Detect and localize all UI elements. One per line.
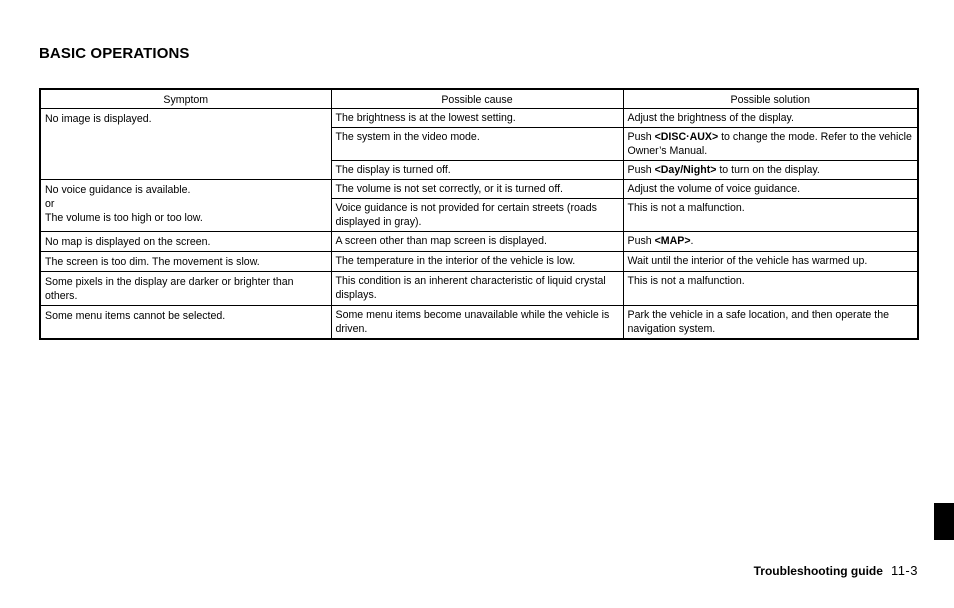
key-label: <DISC·AUX>	[654, 131, 719, 143]
cause-cell: Voice guidance is not provided for certain streets (roads displayed in gray).	[331, 199, 623, 232]
cause-cell: The temperature in the interior of the vehicle is low.	[331, 252, 623, 272]
page-heading: BASIC OPERATIONS	[39, 45, 190, 62]
symptom-cell: No voice guidance is available. or The volume is too high or too low.	[40, 180, 331, 232]
symptom-cell: The screen is too dim. The movement is slow.	[40, 252, 331, 272]
table-row	[40, 109, 918, 128]
troubleshooting-table	[39, 88, 919, 340]
solution-cell: Adjust the brightness of the display.	[623, 109, 918, 128]
section-thumb-tab	[934, 503, 954, 540]
cause-cell: The volume is not set correctly, or it is turned off.	[331, 180, 623, 199]
table-row	[40, 180, 918, 199]
table-row	[40, 272, 918, 306]
solution-cell: Wait until the interior of the vehicle has warmed up.	[623, 252, 918, 272]
cause-cell: The display is turned off.	[331, 161, 623, 180]
symptom-cell: No map is displayed on the screen.	[40, 232, 331, 252]
cause-cell: The system in the video mode.	[331, 128, 623, 161]
cause-cell: This condition is an inherent characteristic of liquid crystal displays.	[331, 272, 623, 306]
symptom-cell: No image is displayed.	[40, 109, 331, 180]
key-label: <MAP>	[654, 235, 691, 247]
column-header-solution: Possible solution	[623, 89, 918, 109]
table-row	[40, 252, 918, 272]
column-header-symptom: Symptom	[40, 89, 331, 109]
page-footer	[754, 563, 918, 578]
symptom-cell: Some pixels in the display are darker or brighter than others.	[40, 272, 331, 306]
page-number: 11-3	[890, 563, 918, 578]
solution-cell: Push <Day/Night> to turn on the display.	[623, 161, 918, 180]
key-label: <Day/Night>	[654, 164, 717, 176]
cause-cell: Some menu items become unavailable while the vehicle is driven.	[331, 306, 623, 340]
solution-cell: Push <MAP>.	[623, 232, 918, 252]
symptom-cell: Some menu items cannot be selected.	[40, 306, 331, 340]
solution-cell: This is not a malfunction.	[623, 272, 918, 306]
solution-cell: This is not a malfunction.	[623, 199, 918, 232]
solution-cell: Park the vehicle in a safe location, and then operate the navigation system.	[623, 306, 918, 340]
cause-cell: A screen other than map screen is displayed.	[331, 232, 623, 252]
column-header-cause: Possible cause	[331, 89, 623, 109]
table-row	[40, 232, 918, 252]
footer-section-title: Troubleshooting guide	[753, 564, 883, 578]
table-row	[40, 306, 918, 340]
solution-cell: Push <DISC·AUX> to change the mode. Refer to the vehicle Owner’s Manual.	[623, 128, 918, 161]
table-header-row	[40, 89, 918, 109]
solution-cell: Adjust the volume of voice guidance.	[623, 180, 918, 199]
cause-cell: The brightness is at the lowest setting.	[331, 109, 623, 128]
